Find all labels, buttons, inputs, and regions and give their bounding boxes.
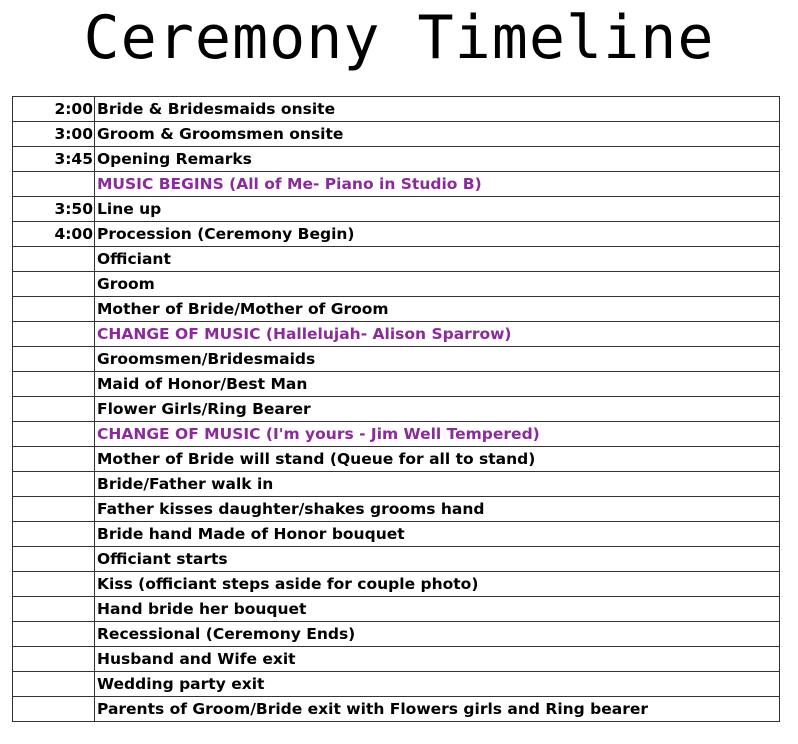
- timeline-row: [13, 547, 780, 572]
- row-time: [13, 272, 95, 297]
- row-event: Groom: [95, 272, 780, 297]
- row-time: [13, 622, 95, 647]
- row-time: [13, 697, 95, 722]
- row-time: [13, 372, 95, 397]
- row-event: Bride & Bridesmaids onsite: [95, 97, 780, 122]
- timeline-row: [13, 222, 780, 247]
- timeline-row: [13, 247, 780, 272]
- row-time: [13, 322, 95, 347]
- timeline-row: [13, 297, 780, 322]
- timeline-row: [13, 522, 780, 547]
- timeline-row: [13, 97, 780, 122]
- timeline-row: [13, 497, 780, 522]
- row-event: Husband and Wife exit: [95, 647, 780, 672]
- timeline-row: [13, 597, 780, 622]
- row-event: Opening Remarks: [95, 147, 780, 172]
- row-time: [13, 672, 95, 697]
- row-event: Groomsmen/Bridesmaids: [95, 347, 780, 372]
- row-event: CHANGE OF MUSIC (I'm yours - Jim Well Tempered): [95, 422, 780, 447]
- timeline-row: [13, 122, 780, 147]
- timeline-row: [13, 147, 780, 172]
- timeline-row-music: [13, 172, 780, 197]
- row-event: Flower Girls/Ring Bearer: [95, 397, 780, 422]
- row-time: [13, 472, 95, 497]
- timeline-row: [13, 397, 780, 422]
- row-event: Officiant: [95, 247, 780, 272]
- row-event: Bride hand Made of Honor bouquet: [95, 522, 780, 547]
- page-title: Ceremony Timeline: [83, 3, 715, 73]
- timeline-row: [13, 622, 780, 647]
- row-event: Procession (Ceremony Begin): [95, 222, 780, 247]
- row-event: Recessional (Ceremony Ends): [95, 622, 780, 647]
- timeline-row: [13, 372, 780, 397]
- row-time: [13, 297, 95, 322]
- timeline-body: [13, 97, 780, 722]
- row-time: [13, 422, 95, 447]
- row-time: [13, 497, 95, 522]
- timeline-row: [13, 672, 780, 697]
- row-time: [13, 597, 95, 622]
- timeline-row: [13, 197, 780, 222]
- row-time: 2:00: [13, 97, 95, 122]
- row-event: MUSIC BEGINS (All of Me- Piano in Studio B): [95, 172, 780, 197]
- row-event: Mother of Bride/Mother of Groom: [95, 297, 780, 322]
- row-event: Wedding party exit: [95, 672, 780, 697]
- row-time: [13, 447, 95, 472]
- row-event: Officiant starts: [95, 547, 780, 572]
- timeline-row-music: [13, 422, 780, 447]
- row-event: Father kisses daughter/shakes grooms hand: [95, 497, 780, 522]
- timeline-row: [13, 447, 780, 472]
- row-time: [13, 247, 95, 272]
- row-time: 3:50: [13, 197, 95, 222]
- row-time: [13, 397, 95, 422]
- row-event: Bride/Father walk in: [95, 472, 780, 497]
- timeline-row: [13, 697, 780, 722]
- row-event: Maid of Honor/Best Man: [95, 372, 780, 397]
- row-event: Line up: [95, 197, 780, 222]
- row-event: Parents of Groom/Bride exit with Flowers girls and Ring bearer: [95, 697, 780, 722]
- row-time: [13, 572, 95, 597]
- timeline-row: [13, 272, 780, 297]
- timeline-row: [13, 472, 780, 497]
- timeline-row-music: [13, 322, 780, 347]
- row-event: Kiss (officiant steps aside for couple photo): [95, 572, 780, 597]
- timeline-row: [13, 647, 780, 672]
- row-time: 4:00: [13, 222, 95, 247]
- row-time: [13, 347, 95, 372]
- row-time: [13, 172, 95, 197]
- row-event: Hand bride her bouquet: [95, 597, 780, 622]
- row-event: Groom & Groomsmen onsite: [95, 122, 780, 147]
- row-time: [13, 522, 95, 547]
- timeline-row: [13, 347, 780, 372]
- row-time: [13, 647, 95, 672]
- row-time: 3:00: [13, 122, 95, 147]
- row-event: CHANGE OF MUSIC (Hallelujah- Alison Sparrow): [95, 322, 780, 347]
- row-time: [13, 547, 95, 572]
- row-event: Mother of Bride will stand (Queue for all to stand): [95, 447, 780, 472]
- timeline-row: [13, 572, 780, 597]
- row-time: 3:45: [13, 147, 95, 172]
- timeline-table: [12, 96, 780, 722]
